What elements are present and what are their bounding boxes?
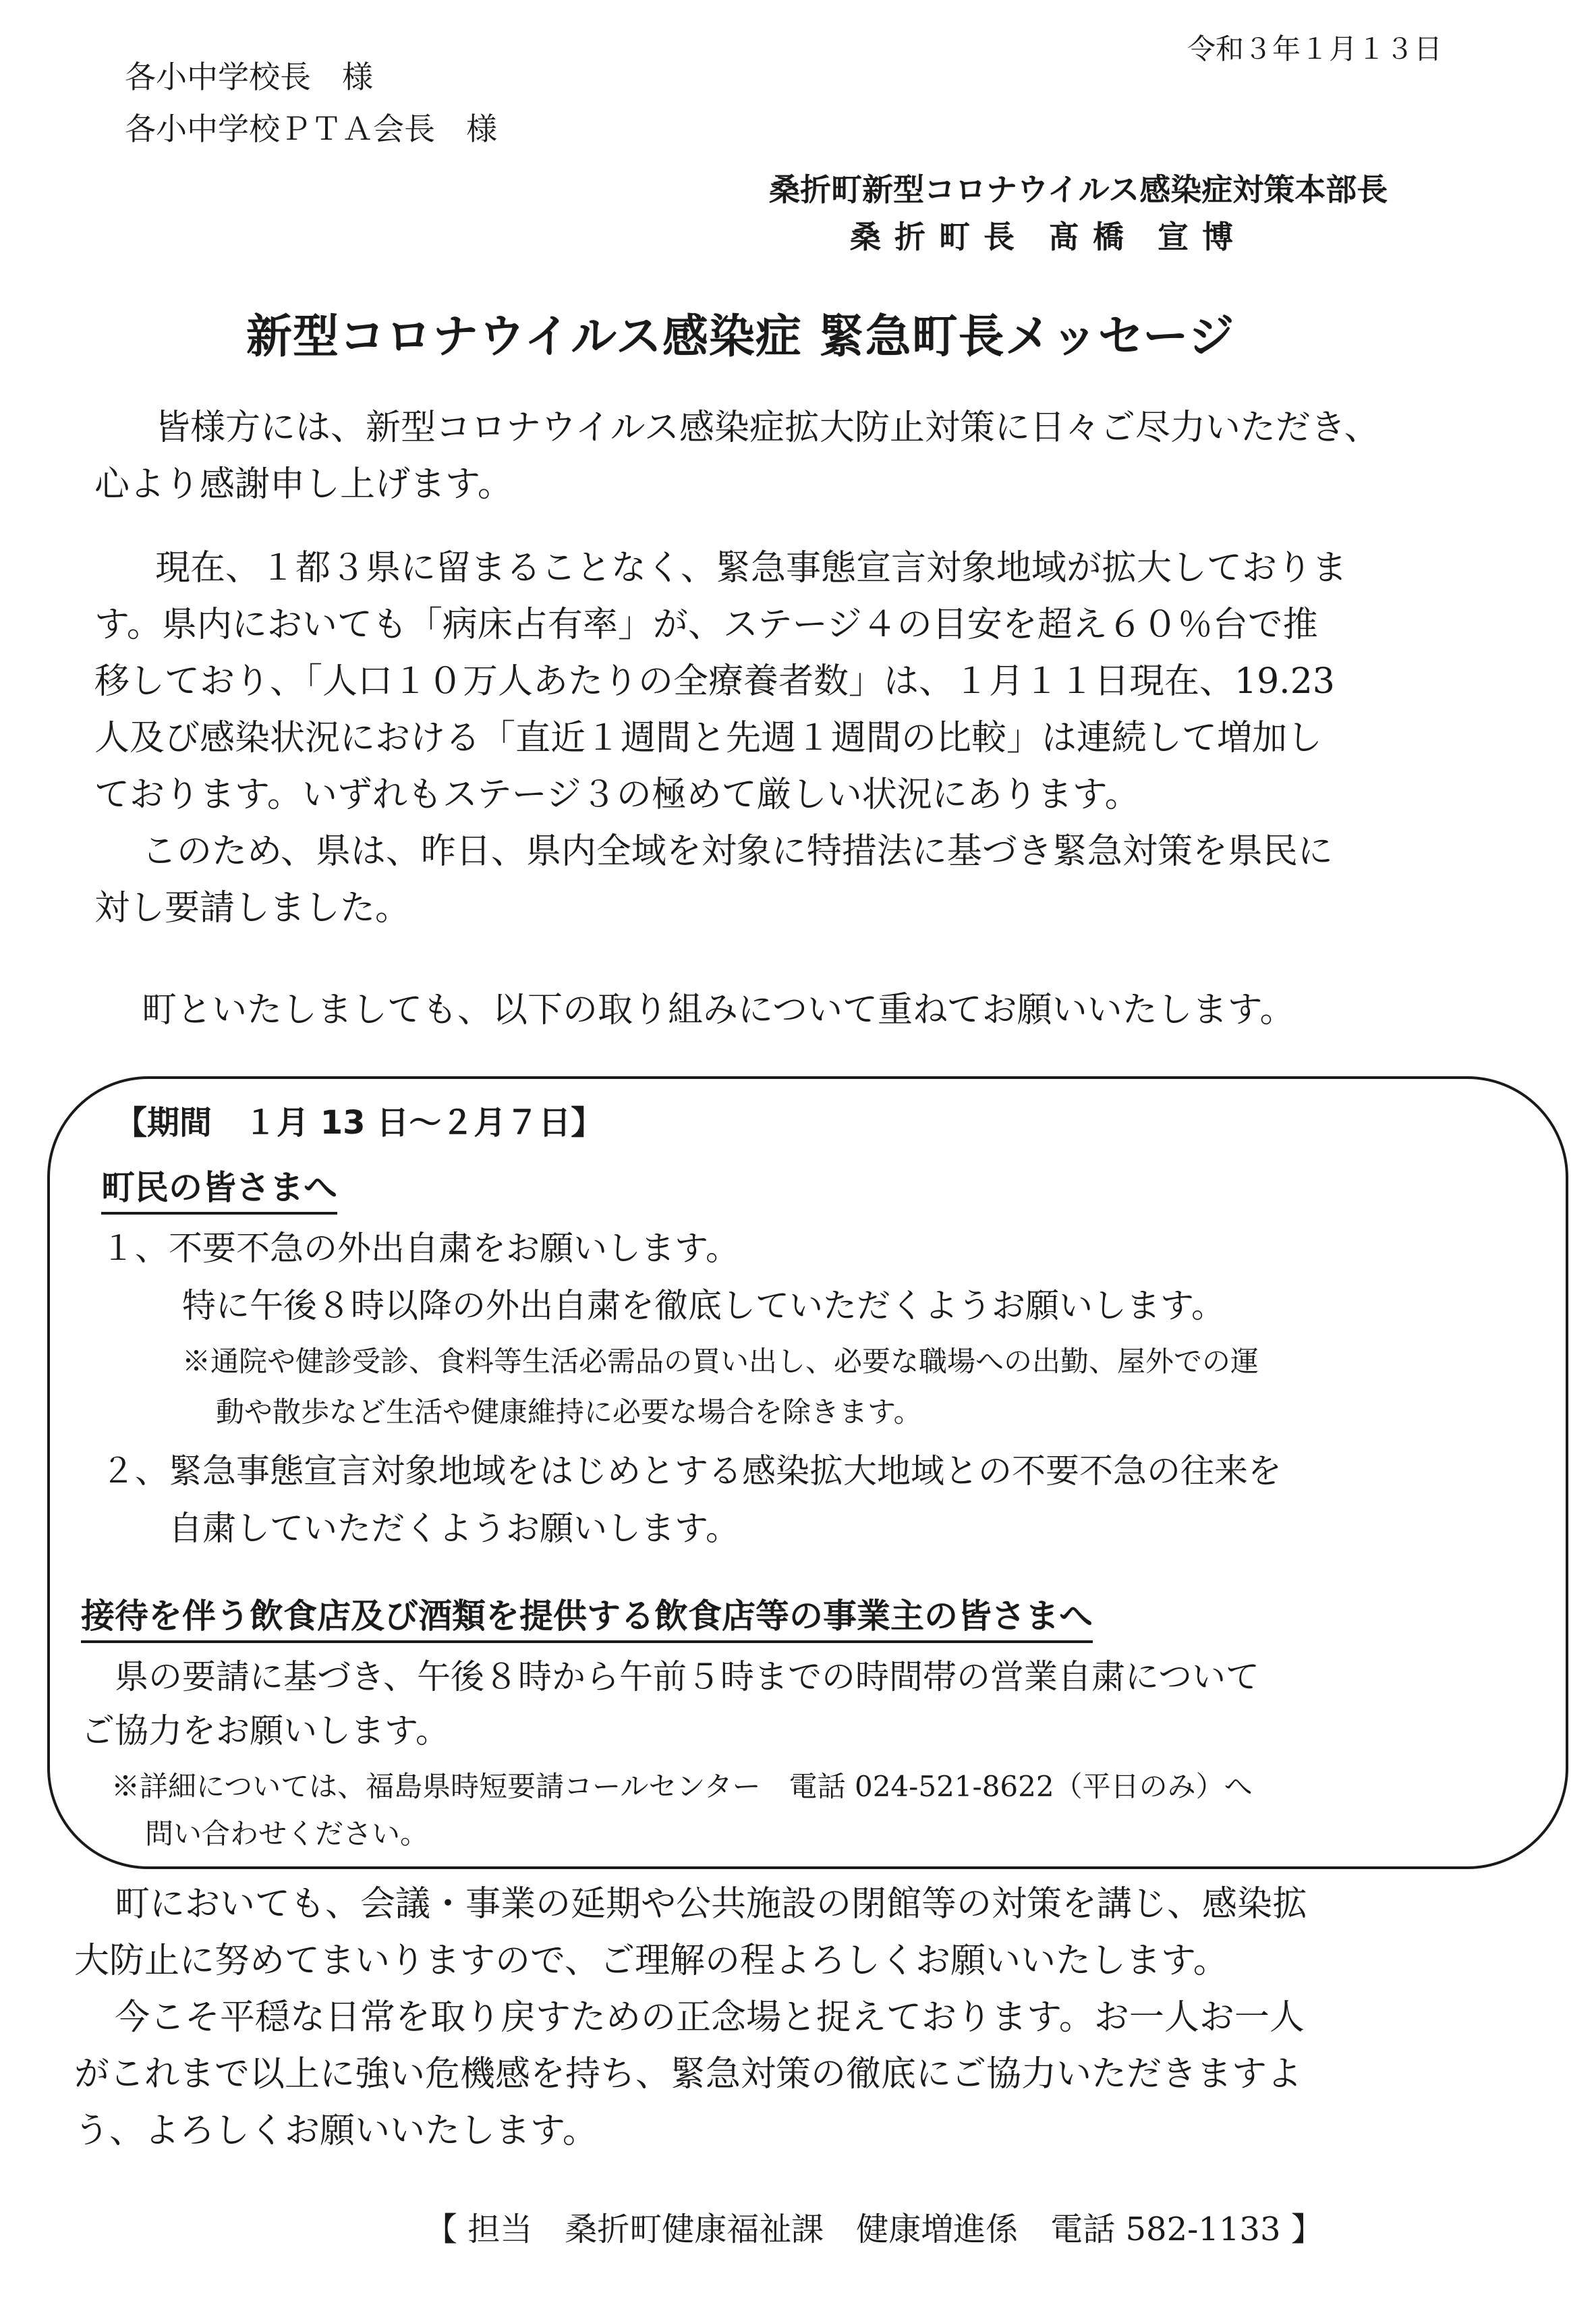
sender-org: 桑折町新型コロナウイルス感染症対策本部長 bbox=[769, 171, 1388, 208]
residents-heading: 町民の皆さまへ bbox=[101, 1161, 337, 1215]
text-line: 今こそ平穏な日常を取り戻すための正念場と捉えております。お一人お一人 bbox=[115, 1997, 1305, 2038]
text-line: 大防止に努めてまいりますので、ご理解の程よろしくお願いいたします。 bbox=[74, 1941, 1228, 1981]
business-heading: 接待を伴う飲食店及び酒類を提供する飲食店等の事業主の皆さまへ bbox=[81, 1589, 1093, 1643]
business-note: ※詳細については、福島県時短要請コールセンター 電話 024-521-8622（平日のみ）へ bbox=[111, 1770, 1253, 1803]
contact-info: 【 担当 桑折町健康福祉課 健康増進係 電話 582-1133 】 bbox=[425, 2211, 1323, 2248]
text-line: 移しており、「人口１０万人あたりの全療養者数」は、１月１１日現在、19.23 bbox=[94, 661, 1335, 702]
text-line: 心より感謝申し上げます。 bbox=[94, 464, 513, 505]
request-item-2-cont: 自粛していただくようお願いします。 bbox=[169, 1509, 739, 1548]
request-item-1-note: ※通院や健診受診、食料等生活必需品の買い出し、必要な職場への出勤、屋外での運 bbox=[182, 1345, 1259, 1378]
text-line: す。県内においても「病床占有率」が、ステージ４の目安を超え６０％台で推 bbox=[94, 605, 1318, 645]
text-line: ております。いずれもステージ３の極めて厳しい状況にあります。 bbox=[94, 775, 1140, 815]
business-text-cont: ご協力をお願いします。 bbox=[81, 1711, 449, 1750]
intro-paragraph bbox=[94, 399, 1518, 513]
period-label: 【期間 １月 13 日～２月７日】 bbox=[115, 1104, 604, 1142]
text-line: がこれまで以上に強い危機感を持ち、緊急対策の徹底にご協力いただきますよ bbox=[74, 2054, 1303, 2094]
text-line: 町においても、会議・事業の延期や公共施設の閉館等の対策を講じ、感染拡 bbox=[115, 1884, 1308, 1924]
request-item-1: １、不要不急の外出自粛をお願いします。 bbox=[101, 1229, 739, 1268]
text-line: 町といたしましても、以下の取り組みについて重ねてお願いいたします。 bbox=[142, 990, 1295, 1030]
document-date: 令和３年１月１３日 bbox=[1187, 32, 1443, 65]
sender-name: 桑 折 町 長 髙 橋 宣 博 bbox=[850, 219, 1235, 255]
situation-paragraph bbox=[94, 540, 1518, 937]
business-note-cont: 問い合わせください。 bbox=[145, 1817, 429, 1850]
request-intro bbox=[94, 982, 1518, 1038]
text-line: 人及び感染状況における「直近１週間と先週１週間の比較」は連続して増加し bbox=[94, 718, 1323, 758]
text-line: このため、県は、昨日、県内全域を対象に特措法に基づき緊急対策を県民に bbox=[142, 831, 1333, 872]
recipient-principals: 各小中学校長 様 bbox=[125, 59, 373, 95]
text-line: 皆様方には、新型コロナウイルス感染症拡大防止対策に日々ご尽力いただき、 bbox=[155, 408, 1379, 448]
page-title: 新型コロナウイルス感染症 緊急町長メッセージ bbox=[246, 310, 1235, 364]
request-item-1-sub: 特に午後８時以降の外出自粛を徹底していただくようお願いします。 bbox=[182, 1286, 1225, 1325]
text-line: 対し要請しました。 bbox=[94, 888, 411, 928]
business-text: 県の要請に基づき、午後８時から午前５時までの時間帯の営業自粛について bbox=[115, 1657, 1259, 1696]
text-line: う、よろしくお願いいたします。 bbox=[74, 2111, 598, 2151]
request-item-1-note-cont: 動や散歩など生活や健康維持に必要な場合を除きます。 bbox=[216, 1395, 922, 1428]
text-line: 現在、１都３県に留まることなく、緊急事態宣言対象地域が拡大しておりま bbox=[155, 548, 1347, 588]
request-item-2: ２、緊急事態宣言対象地域をはじめとする感染拡大地域との不要不急の往来を bbox=[101, 1451, 1282, 1491]
closing-paragraph bbox=[74, 1876, 1498, 2159]
recipient-pta: 各小中学校ＰＴＡ会長 様 bbox=[125, 111, 497, 147]
